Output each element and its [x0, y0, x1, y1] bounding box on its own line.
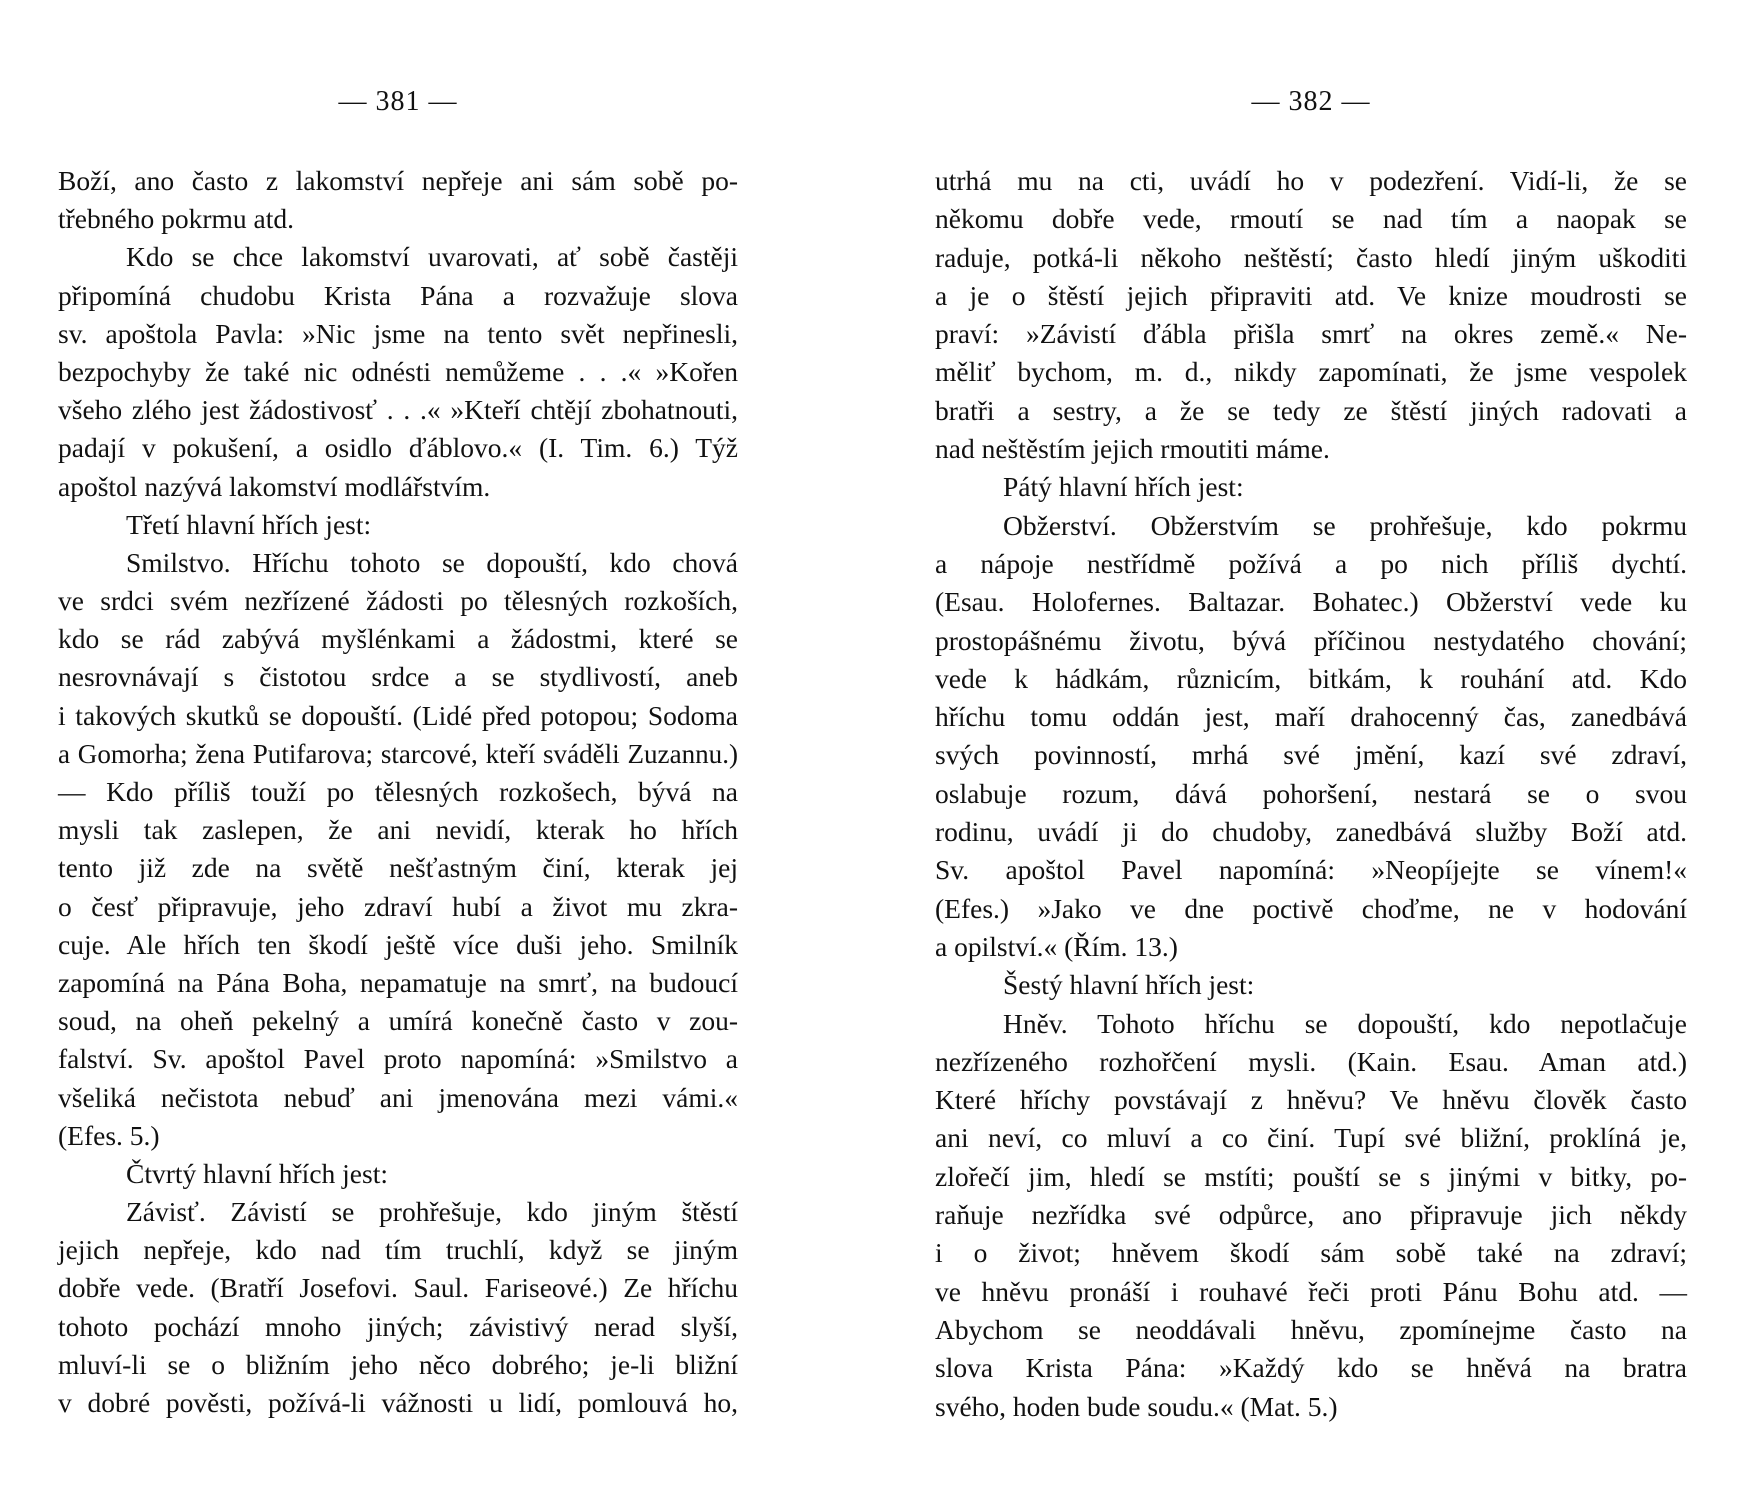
page-body	[935, 162, 1687, 1426]
text-line: kdo se rád zabývá myšlénkami a žádostmi, které se	[58, 623, 738, 655]
text-line: Boží, ano často z lakomství nepřeje ani sám sobě po-	[58, 165, 738, 196]
text-line: — Kdo příliš touží po tělesných rozkošech, bývá na	[58, 776, 738, 807]
text-line: mluví-li se o bližním jeho něco dobrého; je-li bližní	[58, 1348, 738, 1380]
text-line: tento již zde na světě nešťastným činí, kterak jej	[58, 852, 738, 884]
page-number: — 381 —	[338, 86, 458, 117]
text-line: nezřízeného rozhořčení mysli. (Kain. Esau. Aman atd.)	[935, 1045, 1687, 1077]
text-line: utrhá mu na cti, uvádí ho v podezření. Vidí-li, že se	[935, 165, 1687, 196]
text-line: a je o štěstí jejich připraviti atd. Ve knize moudrosti se	[935, 279, 1687, 311]
text-line: Sv. apoštol Pavel napomíná: »Neopíjejte se vínem!«	[935, 854, 1687, 886]
text-line: svých povinností, mrhá své jmění, kazí své zdraví,	[935, 739, 1687, 771]
section-heading: Čtvrtý hlavní hřích jest:	[126, 1157, 388, 1189]
text-line: padají v pokušení, a osidlo ďáblovo.« (I. Tim. 6.) Týž	[58, 432, 738, 464]
text-line: Abychom se neoddávali hněvu, zpomínejme často na	[935, 1313, 1687, 1345]
text-line: prostopášnému životu, bývá příčinou nestydatého chování;	[935, 624, 1687, 656]
text-line: raduje, potká-li někoho neštěstí; často hledí jiným uškoditi	[935, 241, 1687, 273]
text-line: falství. Sv. apoštol Pavel proto napomíná: »Smilstvo a	[58, 1043, 738, 1075]
text-line: Kdo se chce lakomství uvarovati, ať sobě častěji	[126, 241, 738, 273]
text-line: slova Krista Pána: »Každý kdo se hněvá na bratra	[935, 1352, 1687, 1384]
text-line: Které hříchy povstávají z hněvu? Ve hněvu člověk často	[935, 1084, 1687, 1116]
text-line: (Efes. 5.)	[58, 1119, 160, 1151]
section-heading: Třetí hlavní hřích jest:	[126, 508, 372, 540]
text-line: nesrovnávají s čistotou srdce a se stydlivostí, aneb	[58, 661, 738, 693]
text-line: zlořečí jim, hledí se mstíti; pouští se s jinými v bitky, po-	[935, 1160, 1687, 1192]
text-line: někomu dobře vede, rmoutí se nad tím a naopak se	[935, 203, 1687, 235]
text-line: raňuje nezřídka své odpůrce, ano připravuje jich někdy	[935, 1199, 1687, 1231]
text-line: Smilstvo. Hříchu tohoto se dopouští, kdo chová	[126, 546, 738, 578]
text-line: ve hněvu pronáší i rouhavé řeči proti Pánu Bohu atd. —	[935, 1275, 1687, 1307]
text-line: oslabuje rozum, dává pohoršení, nestará se o svou	[935, 777, 1687, 809]
text-line: mysli tak zaslepen, že ani nevidí, kterak ho hřích	[58, 814, 738, 846]
text-line: o česť připravuje, jeho zdraví hubí a život mu zkra-	[58, 890, 738, 922]
text-line: a nápoje nestřídmě požívá a po nich příliš dychtí.	[935, 547, 1687, 579]
text-line: hříchu tomu oddán jest, maří drahocenný čas, zanedbává	[935, 701, 1687, 733]
text-line: apoštol nazývá lakomství modlářstvím.	[58, 470, 491, 502]
text-line: tohoto pochází mnoho jiných; závistivý nerad slyší,	[58, 1310, 738, 1342]
text-line: zapomíná na Pána Boha, nepamatuje na smrť, na budoucí	[58, 966, 738, 998]
text-line: ve srdci svém nezřízené žádosti po tělesných rozkoších,	[58, 585, 738, 617]
text-line: sv. apoštola Pavla: »Nic jsme na tento svět nepřinesli,	[58, 317, 738, 349]
text-line: rodinu, uvádí ji do chudoby, zanedbává služby Boží atd.	[935, 816, 1687, 848]
text-line: bratři a sestry, a že se tedy ze štěstí jiných radovati a	[935, 394, 1687, 426]
text-line: cuje. Ale hřích ten škodí ještě více duši jeho. Smilník	[58, 928, 738, 960]
page-body	[58, 162, 738, 1422]
text-line: všeliká nečistota nebuď ani jmenována mezi vámi.«	[58, 1081, 738, 1113]
text-line: dobře vede. (Bratří Josefovi. Saul. Fariseové.) Ze hříchu	[58, 1272, 738, 1304]
text-line: ani neví, co mluví a co činí. Tupí své bližní, proklíná je,	[935, 1122, 1687, 1154]
text-line: svého, hoden bude soudu.« (Mat. 5.)	[935, 1390, 1338, 1422]
text-line: i o život; hněvem škodí sám sobě také na zdraví;	[935, 1237, 1687, 1269]
text-line: Závisť. Závistí se prohřešuje, kdo jiným štěstí	[126, 1196, 738, 1228]
text-line: a opilství.« (Řím. 13.)	[935, 930, 1178, 962]
text-line: (Efes.) »Jako ve dne poctivě choďme, ne v hodování	[935, 892, 1687, 924]
text-line: i takových skutků se dopouští. (Lidé před potopou; Sodoma	[58, 699, 738, 731]
text-line: praví: »Závistí ďábla přišla smrť na okres země.« Ne-	[935, 318, 1687, 350]
section-heading: Pátý hlavní hřích jest:	[1003, 471, 1244, 503]
text-line: Hněv. Tohoto hříchu se dopouští, kdo nepotlačuje	[1003, 1007, 1687, 1039]
text-line: vede k hádkám, různicím, bitkám, k rouhání atd. Kdo	[935, 662, 1687, 694]
text-line: (Esau. Holofernes. Baltazar. Bohatec.) Obžerství vede ku	[935, 586, 1687, 618]
text-line: měliť bychom, m. d., nikdy zapomínati, že jsme vespolek	[935, 356, 1687, 388]
text-line: všeho zlého jest žádostivosť . . .« »Kteří chtějí zbohatnouti,	[58, 394, 738, 426]
text-line: nad neštěstím jejich rmoutiti máme.	[935, 433, 1330, 465]
text-line: soud, na oheň pekelný a umírá konečně často v zou-	[58, 1005, 738, 1037]
text-line: připomíná chudobu Krista Pána a rozvažuje slova	[58, 279, 738, 311]
text-line: bezpochyby že také nic odnésti nemůžeme . . .« »Kořen	[58, 355, 738, 387]
left-page	[58, 0, 738, 1500]
right-page	[935, 0, 1687, 1500]
text-line: v dobré pověsti, požívá-li vážnosti u lidí, pomlouvá ho,	[58, 1387, 738, 1418]
text-line: jejich nepřeje, kdo nad tím truchlí, když se jiným	[58, 1234, 738, 1266]
section-heading: Šestý hlavní hřích jest:	[1003, 969, 1255, 1001]
text-line: Obžerství. Obžerstvím se prohřešuje, kdo pokrmu	[1003, 509, 1687, 541]
text-line: třebného pokrmu atd.	[58, 203, 294, 235]
text-line: a Gomorha; žena Putifarova; starcové, kteří sváděli Zuzannu.)	[58, 738, 738, 769]
page-number: — 382 —	[1251, 86, 1371, 117]
